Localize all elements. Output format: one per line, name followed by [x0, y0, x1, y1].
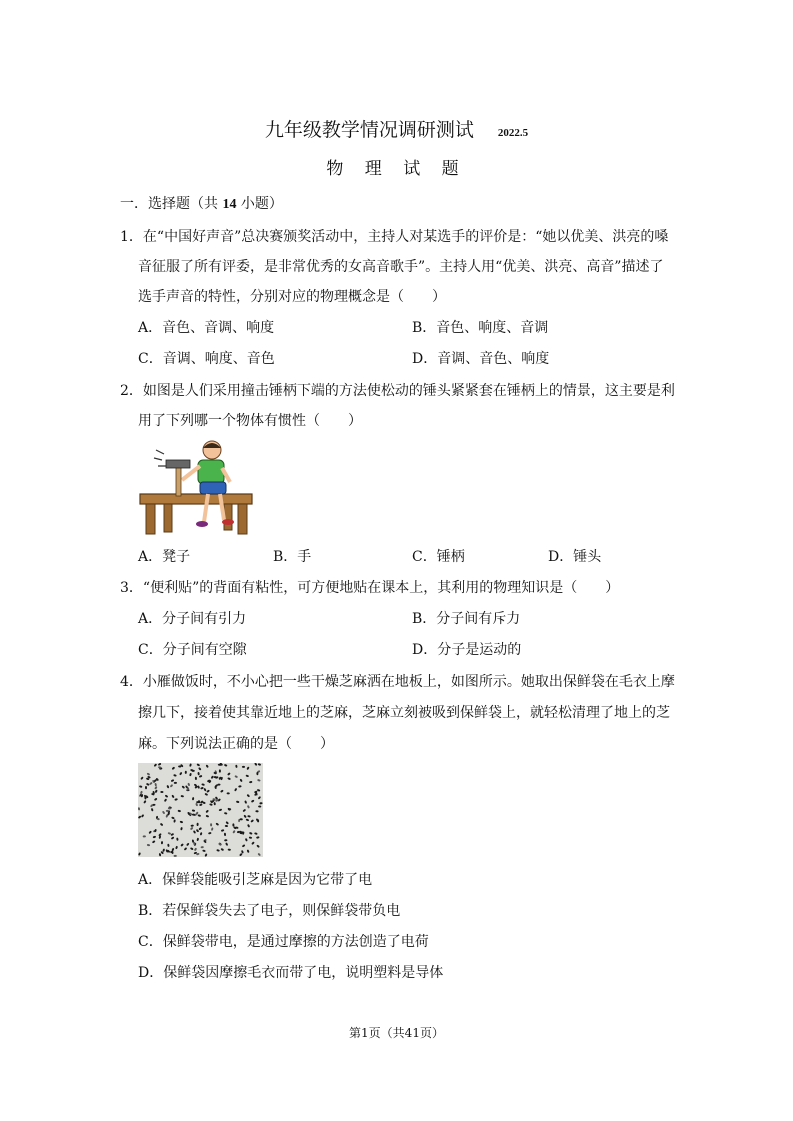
q4-option-c[interactable]: C．保鲜袋带电，是通过摩擦的方法创造了电荷 — [138, 934, 429, 950]
q4-line-3: 麻。下列说法正确的是（ ） — [138, 736, 334, 752]
exam-title — [0, 115, 793, 142]
q1-line-1: 1．在“中国好声音”总决赛颁奖活动中，主持人对某选手的评价是：“她以优美、洪亮的嗓 — [120, 229, 669, 245]
section-heading: 一．选择题（共 14 小题） — [120, 196, 283, 212]
hammer-illustration — [138, 440, 254, 538]
q3-line-1: 3．“便利贴”的背面有粘性，可方便地贴在课本上，其利用的物理知识是（ ） — [120, 580, 620, 596]
q4-option-d[interactable]: D．保鲜袋因摩擦毛衣而带了电，说明塑料是导体 — [138, 965, 444, 981]
exam-title-text: 九年级教学情况调研测试 — [264, 119, 474, 141]
q1-line-3: 选手声音的特性，分别对应的物理概念是（ ） — [138, 289, 446, 305]
q3-option-a[interactable]: A．分子间有引力 — [138, 611, 247, 627]
q2-option-d[interactable]: D．锤头 — [548, 549, 602, 565]
q4-line-1: 4．小雁做饭时，不小心把一些干燥芝麻洒在地板上，如图所示。她取出保鲜袋在毛衣上摩 — [120, 674, 675, 690]
q2-option-c[interactable]: C．锤柄 — [412, 549, 465, 565]
q2-option-a[interactable]: A．凳子 — [138, 549, 191, 565]
q2-option-b[interactable]: B．手 — [273, 549, 312, 565]
q2-line-1: 2．如图是人们采用撞击锤柄下端的方法使松动的锤头紧紧套在锤柄上的情景，这主要是利 — [120, 383, 675, 399]
q4-option-a[interactable]: A．保鲜袋能吸引芝麻是因为它带了电 — [138, 872, 373, 888]
exam-date: 2022.5 — [497, 127, 529, 139]
q1-line-2: 音征服了所有评委，是非常优秀的女高音歌手”。主持人用“优美、洪亮、高音”描述了 — [138, 259, 664, 275]
q1-option-a[interactable]: A．音色、音调、响度 — [138, 320, 275, 336]
q4-line-2: 擦几下，接着使其靠近地上的芝麻，芝麻立刻被吸到保鲜袋上，就轻松清理了地上的芝 — [138, 705, 670, 721]
q1-option-b[interactable]: B．音色、响度、音调 — [412, 320, 549, 336]
sesame-seeds-photo — [138, 763, 263, 857]
q1-option-c[interactable]: C．音调、响度、音色 — [138, 351, 275, 367]
q4-option-b[interactable]: B．若保鲜袋失去了电子，则保鲜袋带负电 — [138, 903, 401, 919]
q3-option-d[interactable]: D．分子是运动的 — [412, 642, 522, 658]
q3-option-b[interactable]: B．分子间有斥力 — [412, 611, 521, 627]
exam-subject: 物 理 试 题 — [326, 159, 467, 179]
q2-line-2: 用了下列哪一个物体有惯性（ ） — [138, 413, 362, 429]
q1-option-d[interactable]: D．音调、音色、响度 — [412, 351, 550, 367]
q3-option-c[interactable]: C．分子间有空隙 — [138, 642, 247, 658]
page-footer: 第1页（共41页） — [349, 1026, 444, 1040]
